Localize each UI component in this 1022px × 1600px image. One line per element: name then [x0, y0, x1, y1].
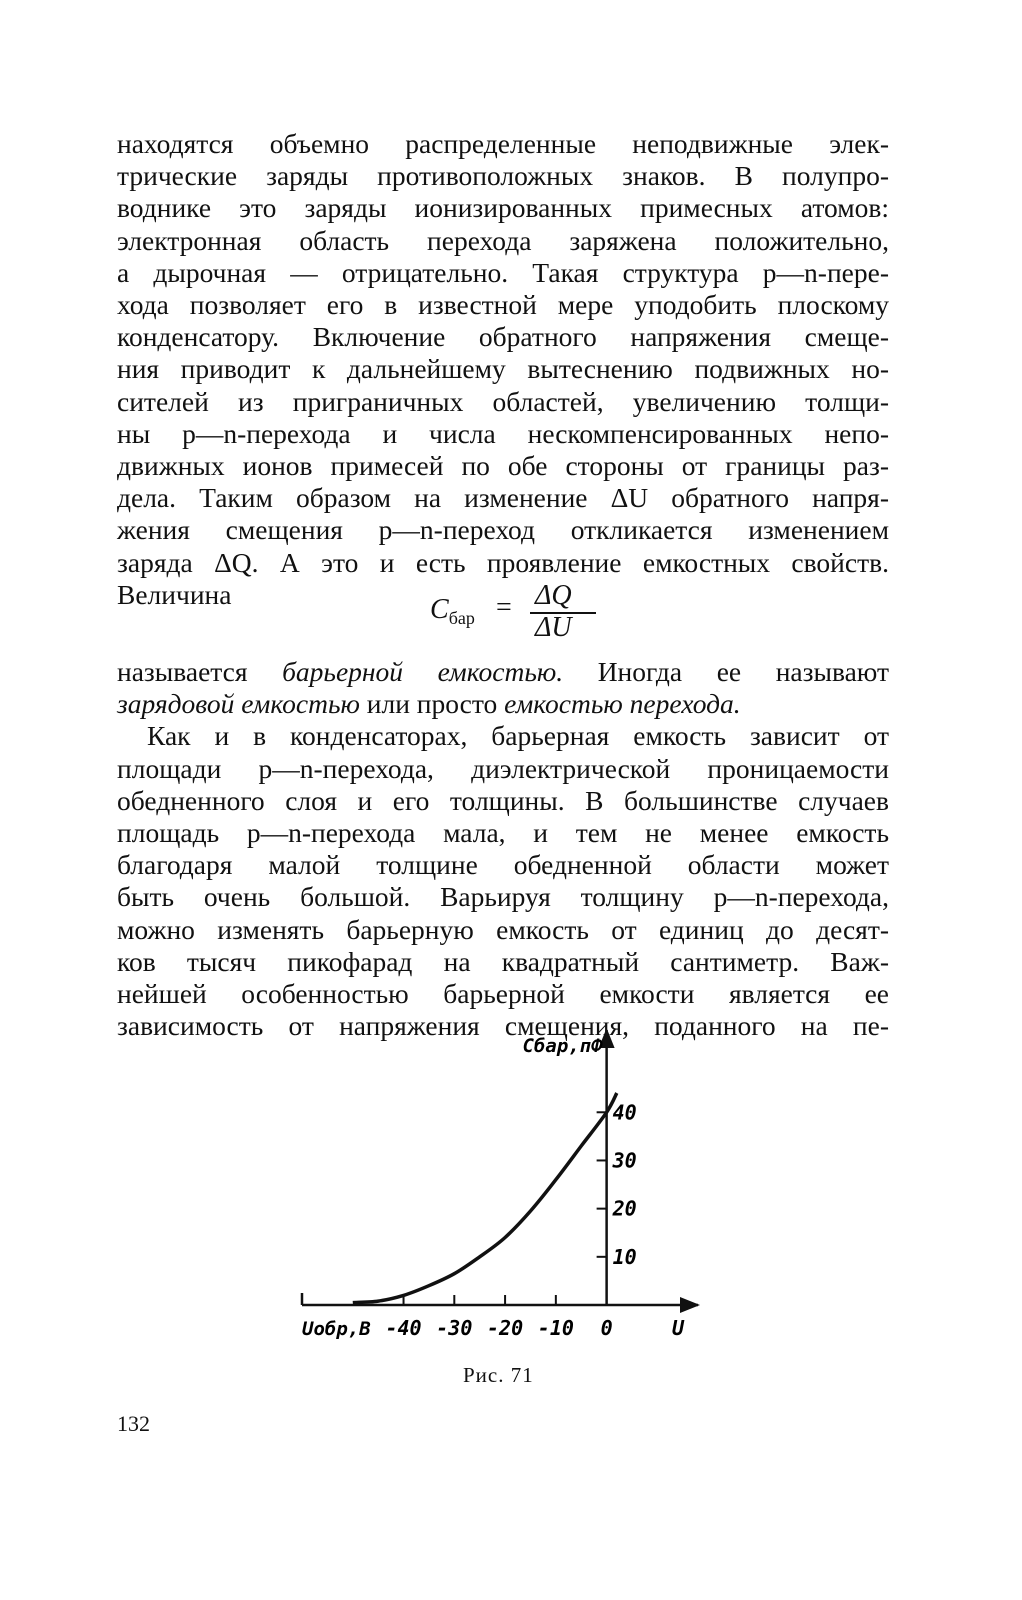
text-line: площади p—n-перехода, диэлектрической проницаемости: [117, 752, 889, 784]
y-tick-label: 20: [612, 1196, 637, 1221]
capacitance-voltage-chart: [290, 1020, 710, 1360]
paragraph-1: [117, 128, 889, 611]
y-tick-label: 40: [612, 1100, 637, 1125]
text-line: а дырочная — отрицательно. Такая структура p—n-пере-: [117, 256, 889, 288]
text-line: электронная область перехода заряжена положительно,: [117, 224, 889, 256]
x-tick-label: -30: [436, 1316, 473, 1340]
x-tick-label: -20: [487, 1316, 524, 1340]
formula-subscript: бар: [448, 608, 475, 628]
paragraph-2-3: [117, 656, 889, 1042]
text-line: дела. Таким образом на изменение ΔU обратного напря-: [117, 482, 889, 514]
text-line: благодаря малой толщине обедненной области может: [117, 849, 889, 881]
text-run: Иногда ее называют: [563, 656, 889, 687]
barrier-capacitance-formula: [430, 580, 650, 644]
page-number: 132: [117, 1411, 150, 1436]
x-tick-label: 0: [600, 1316, 613, 1340]
y-tick-label: 30: [612, 1148, 637, 1173]
text-line: обедненного слоя и его толщины. В большинстве случаев: [117, 784, 889, 816]
text-run: или просто: [359, 688, 505, 720]
formula-numerator: ΔQ: [535, 580, 572, 611]
text-line: хода позволяет его в известной мере уподобить плоскому: [117, 289, 889, 321]
text-line: зависимость от напряжения смещения, поданного на пе-: [117, 1010, 889, 1042]
text-line: трические заряды противоположных знаков. В полупро-: [117, 160, 889, 192]
y-tick-label: 10: [612, 1244, 637, 1269]
term-emphasis: барьерной емкостью.: [282, 656, 564, 687]
capacitance-curve: [353, 1093, 617, 1303]
text-line: ны p—n-перехода и числа нескомпенсированных непо-: [117, 417, 889, 449]
text-line: быть очень большой. Варьируя толщину p—n-перехода,: [117, 881, 889, 913]
text-line: сителей из приграничных областей, увеличению толщи-: [117, 385, 889, 417]
formula-symbol: C: [430, 594, 449, 625]
text-line: [117, 656, 889, 688]
text-line: можно изменять барьерную емкость от единиц до десят-: [117, 913, 889, 945]
x-axis-label-right: U: [671, 1316, 685, 1340]
term-emphasis: емкостью перехода.: [504, 688, 741, 720]
x-axis-label-left: Uобр,В: [302, 1318, 371, 1340]
figure-caption: Рис. 71: [463, 1363, 534, 1387]
text-line: нейшей особенностью барьерной емкости является ее: [117, 978, 889, 1010]
term-emphasis: зарядовой емкостью: [117, 688, 360, 720]
y-axis-label: Cбар,пФ: [522, 1035, 603, 1057]
text-line: [117, 688, 889, 720]
text-line: конденсатору. Включение обратного напряжения смеще-: [117, 321, 889, 353]
formula-denominator: ΔU: [535, 612, 572, 643]
chart-axes: [302, 1030, 698, 1305]
chart-labels: [302, 1035, 685, 1340]
text-line: Как и в конденсаторах, барьерная емкость зависит от: [147, 720, 889, 752]
figure-71: [290, 1020, 710, 1365]
text-line: площадь p—n-перехода мала, и тем не менее емкость: [117, 817, 889, 849]
text-line: Величина: [117, 578, 232, 610]
text-line: ков тысяч пикофарад на квадратный сантиметр. Важ-: [117, 945, 889, 977]
formula-equals: =: [496, 592, 512, 623]
text-line: заряда ΔQ. А это и есть проявление емкостных свойств.: [117, 546, 889, 578]
text-line: воднике это заряды ионизированных примесных атомов:: [117, 192, 889, 224]
text-line: жения смещения p—n-переход откликается изменением: [117, 514, 889, 546]
x-tick-label: -10: [537, 1316, 574, 1340]
text-line: ния приводит к дальнейшему вытеснению подвижных но-: [117, 353, 889, 385]
text-run: называется: [117, 656, 283, 687]
x-tick-label: -40: [385, 1316, 422, 1340]
text-line: находятся объемно распределенные неподвижные элек-: [117, 128, 889, 159]
formula-lhs: [430, 594, 475, 629]
text-line: движных ионов примесей по обе стороны от границы раз-: [117, 450, 889, 482]
chart-ticks: [404, 1112, 607, 1305]
